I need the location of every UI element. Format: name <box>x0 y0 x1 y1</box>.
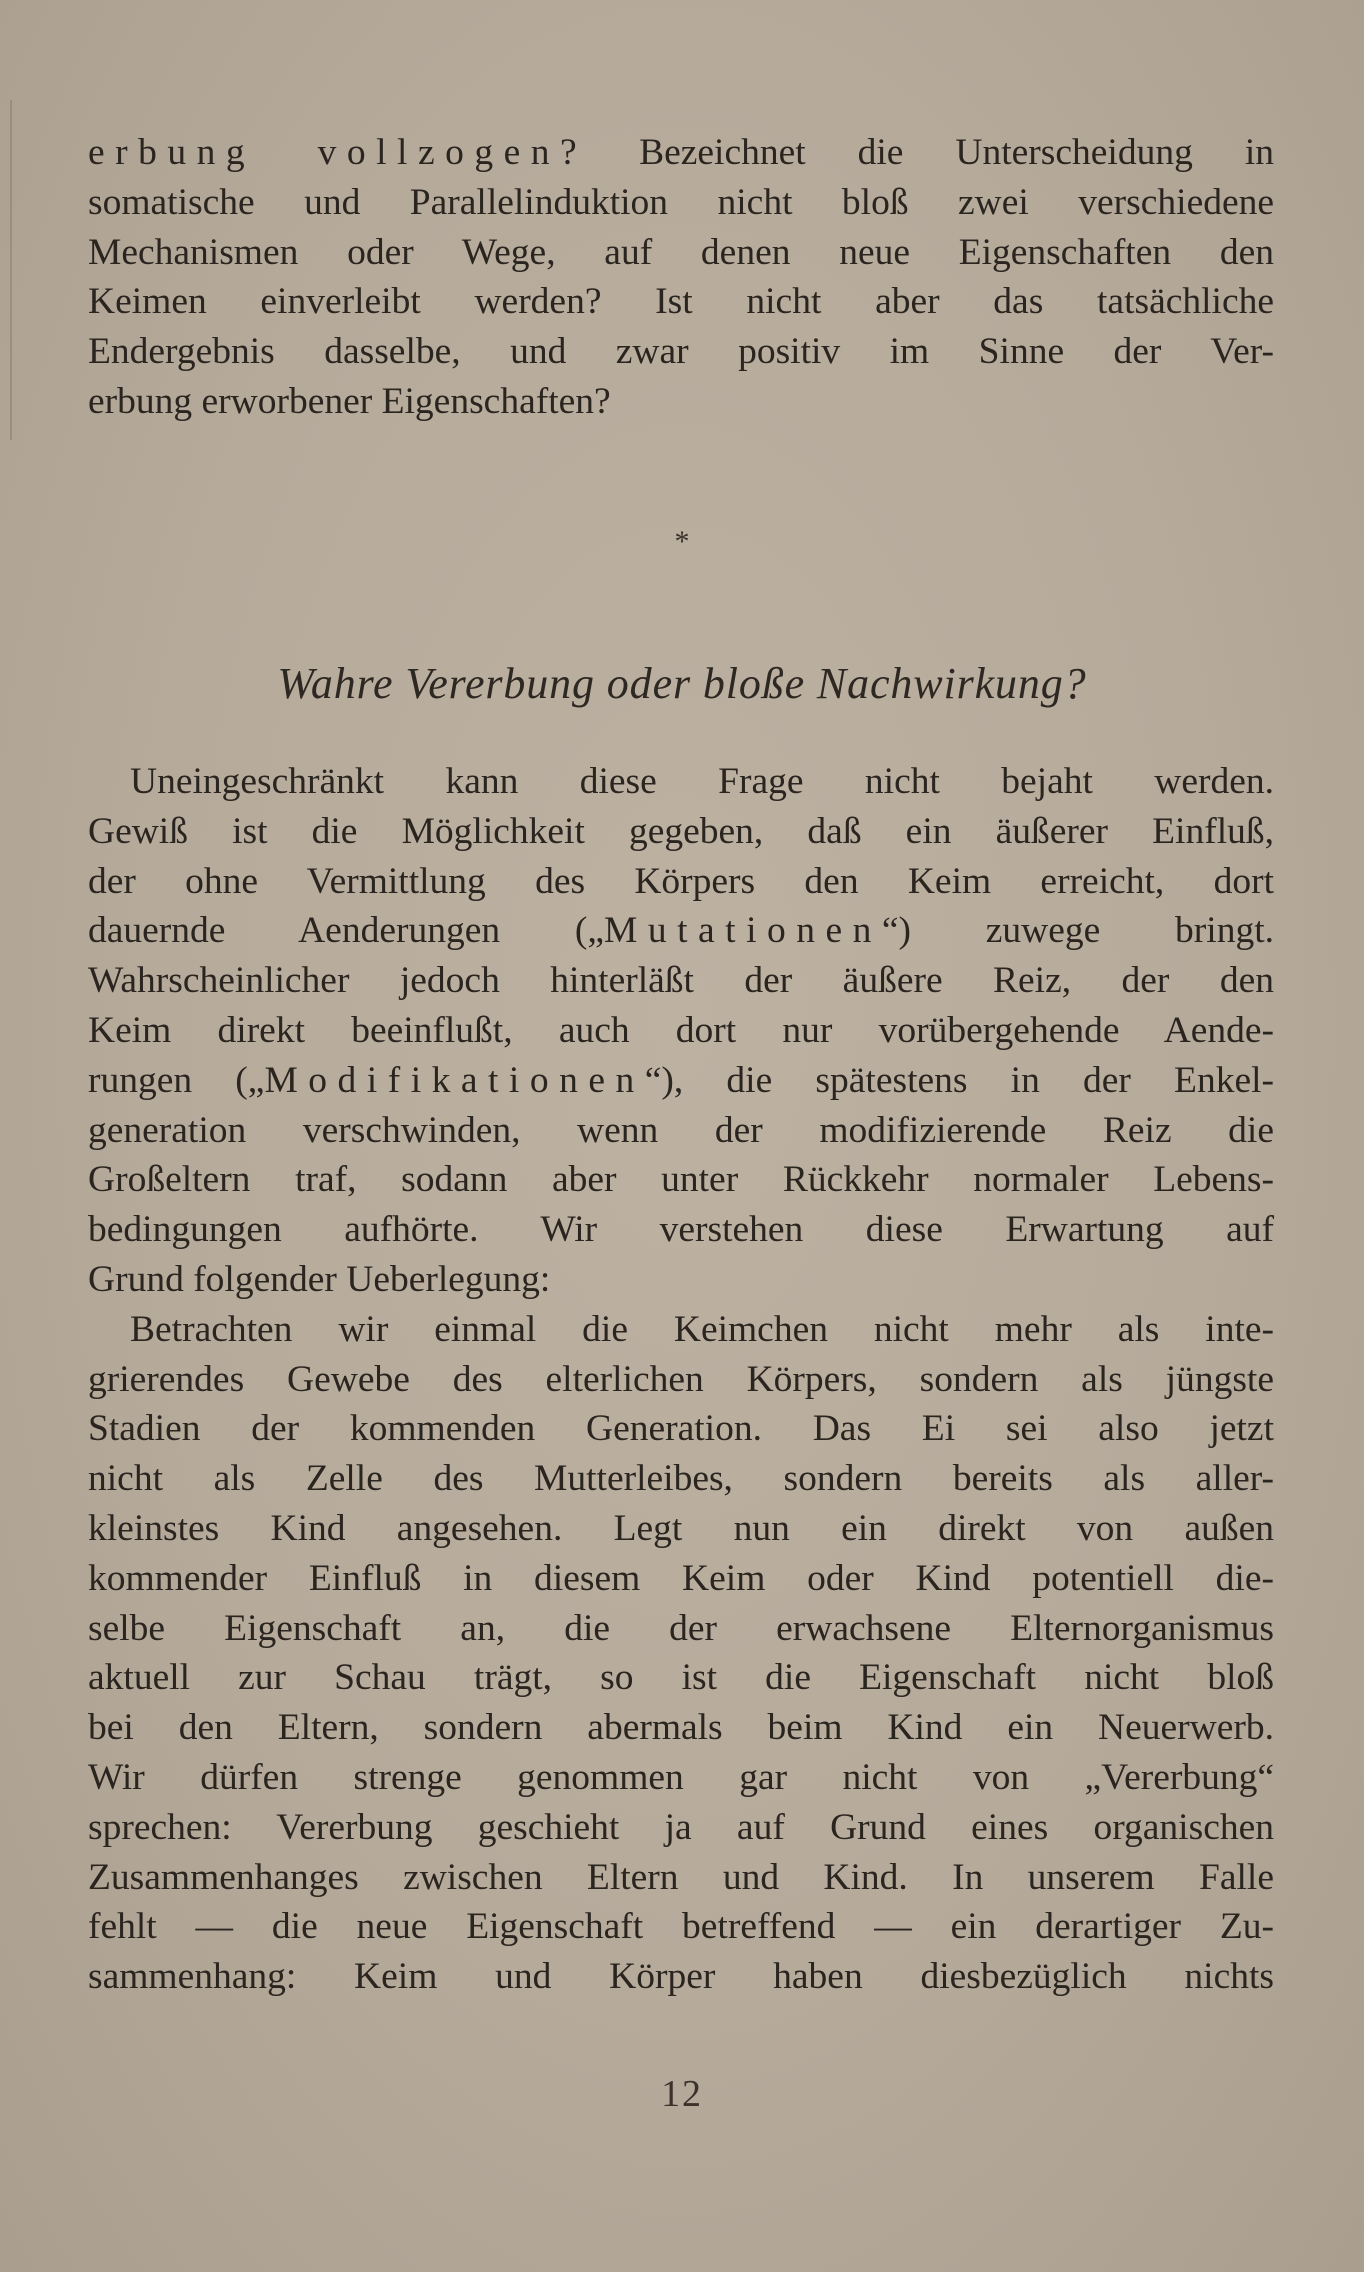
paragraph-main <box>88 757 1274 2002</box>
text-line: Wir dürfen strenge genommen gar nicht von „Vererbung“ <box>88 1756 1274 1798</box>
text-line: Stadien der kommenden Generation. Das Ei sei also jetzt <box>88 1408 1274 1450</box>
text-line: kommender Einfluß in diesem Keim oder Kind potentiell die- <box>88 1557 1274 1599</box>
text-line: Gewiß ist die Möglichkeit gegeben, daß ein äußerer Einfluß, <box>88 810 1274 852</box>
text-segment: “), die spätestens in der Enkel- <box>644 1059 1275 1101</box>
text-line: Betrachten wir einmal die Keimchen nicht mehr als inte- <box>130 1308 1274 1350</box>
text-line: grierendes Gewebe des elterlichen Körpers, sondern als jüngste <box>88 1358 1274 1400</box>
text-line: kleinstes Kind angesehen. Legt nun ein direkt von außen <box>88 1507 1274 1549</box>
text-segment: Bezeichnet die Unterscheidung in <box>587 132 1274 173</box>
text-line: sprechen: Vererbung geschieht ja auf Grund eines organischen <box>88 1806 1274 1848</box>
text-segment: rungen („ <box>88 1059 265 1101</box>
text-line: sammenhang: Keim und Körper haben diesbezüglich nichts <box>88 1956 1274 1998</box>
text-line: Uneingeschränkt kann diese Frage nicht bejaht werden. <box>130 761 1274 802</box>
text-line: nicht als Zelle des Mutterleibes, sondern bereits als aller- <box>88 1458 1274 1500</box>
text-line: bedingungen aufhörte. Wir verstehen diese Erwartung auf <box>88 1209 1274 1251</box>
text-line: somatische und Parallelinduktion nicht bloß zwei verschiedene <box>88 181 1274 223</box>
page-edge-mark <box>10 100 12 440</box>
text-line: bei den Eltern, sondern abermals beim Kind ein Neuerwerb. <box>88 1707 1274 1749</box>
text-line: aktuell zur Schau trägt, so ist die Eigenschaft nicht bloß <box>88 1657 1274 1699</box>
text-line: selbe Eigenschaft an, die der erwachsene Elternorganismus <box>88 1607 1274 1649</box>
text-line <box>88 128 1274 178</box>
text-line: Mechanismen oder Wege, auf denen neue Eigenschaften den <box>88 231 1274 273</box>
text-line: Keimen einverleibt werden? Ist nicht aber das tatsächliche <box>88 281 1274 323</box>
text-line: Zusammenhanges zwischen Eltern und Kind. In unserem Falle <box>88 1856 1274 1898</box>
text-line: Großeltern traf, sodann aber unter Rückkehr normaler Lebens- <box>88 1159 1274 1201</box>
paragraph-continued <box>88 128 1274 427</box>
text-line: Grund folgender Ueberlegung: <box>88 1258 551 1300</box>
text-line: fehlt — die neue Eigenschaft betreffend — ein derartiger Zu- <box>88 1906 1274 1948</box>
section-heading: Wahre Vererbung oder bloße Nachwirkung? <box>277 659 1087 708</box>
text-segment: “) zuwege bringt. <box>881 910 1274 952</box>
section-separator: * <box>674 525 690 558</box>
page-number: 12 <box>661 2073 703 2115</box>
text-line: Endergebnis dasselbe, und zwar positiv im Sinne der Ver- <box>88 331 1274 373</box>
text-line <box>88 906 1274 956</box>
text-line: Keim direkt beeinflußt, auch dort nur vorübergehende Aende- <box>88 1009 1274 1051</box>
text-line: generation verschwinden, wenn der modifizierende Reiz die <box>88 1109 1274 1151</box>
spaced-emphasis: Modifikationen <box>264 1059 645 1101</box>
spaced-emphasis: erbung vollzogen? <box>88 132 588 173</box>
text-line: erbung erworbener Eigenschaften? <box>88 380 611 422</box>
spaced-emphasis: Mutationen <box>604 910 882 952</box>
text-line: Wahrscheinlicher jedoch hinterläßt der äußere Reiz, der den <box>88 960 1274 1002</box>
text-segment: dauernde Aenderungen („ <box>88 910 604 952</box>
text-line <box>88 1056 1274 1106</box>
text-line: der ohne Vermittlung des Körpers den Keim erreicht, dort <box>88 860 1274 902</box>
